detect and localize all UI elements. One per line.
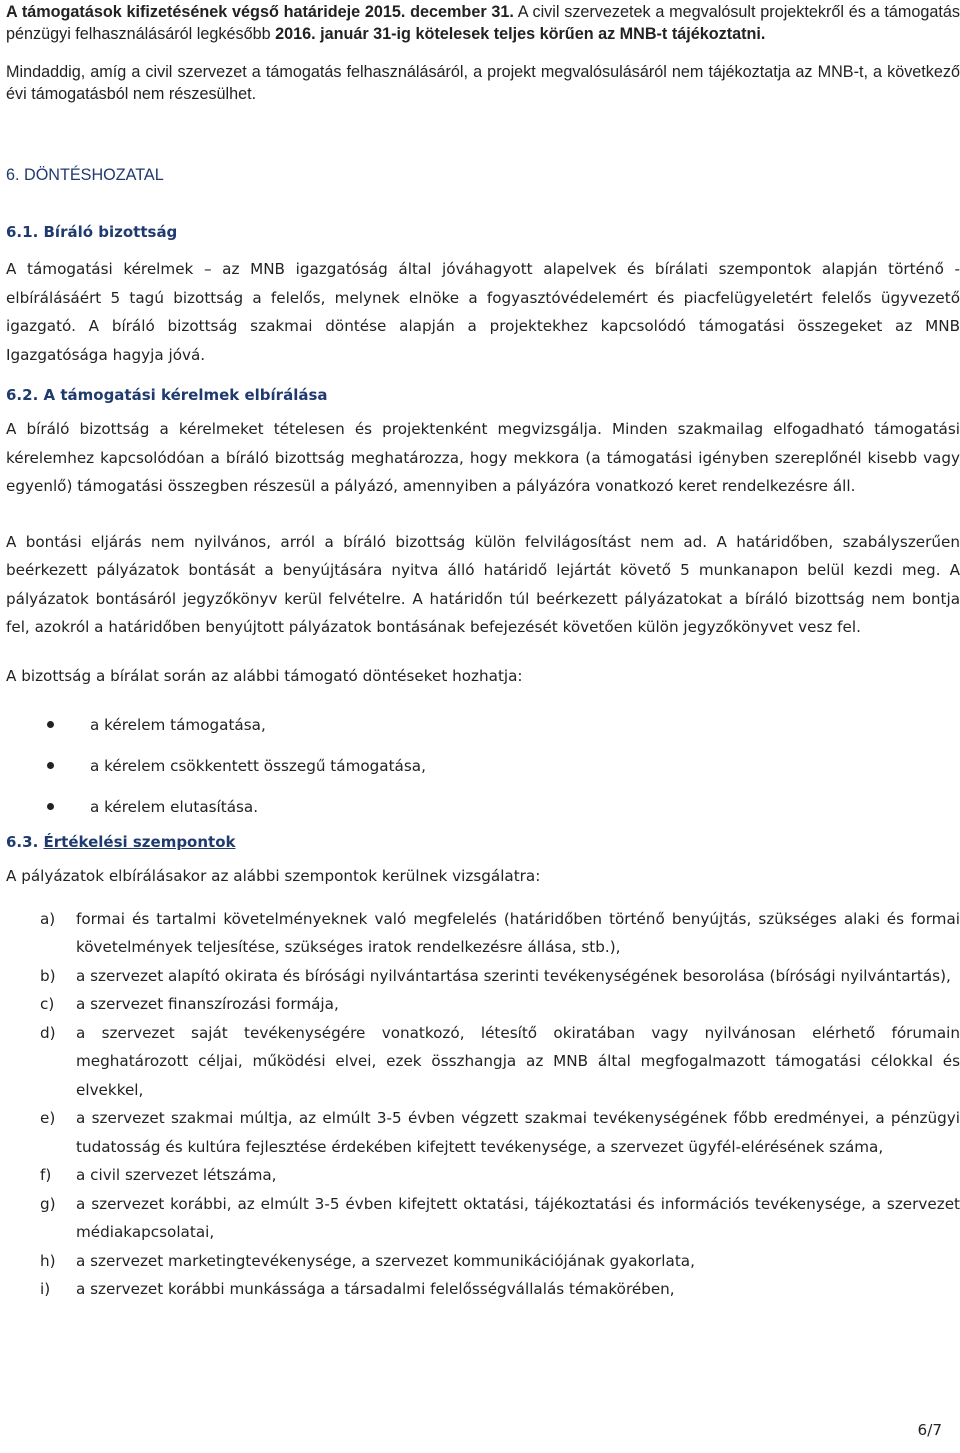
subsection-6-3-heading: Értékelési szempontok	[43, 833, 236, 851]
list-item	[6, 787, 960, 828]
list-marker: g)	[40, 1194, 56, 1213]
deadline-paragraph	[6, 0, 960, 45]
subsection-6-2-paragraph-2: A bontási eljárás nem nyilvános, arról a bíráló bizottság külön felvilágosítást nem ad. A határidőben, szabályszerűen beérkezett pályázatok bontását a benyújtására nyitva álló határidő lejártát követő 5 munkanapon belül kezdi meg. A pályázatok bontásáról jegyzőkönyv kerül felvételre. A határidőn túl beérkezett pályázatokat a bíráló bizottság nem bontja fel, azokról a határidőben benyújtott pályázatok bontásának befejezését követően külön jegyzőkönyvet vesz fel.	[6, 532, 960, 636]
list-marker: f)	[40, 1166, 52, 1184]
bullet-icon	[47, 803, 54, 810]
list-marker: i)	[40, 1280, 51, 1298]
report-deadline-bold-text: 2016. január 31-ig kötelesek teljes körűen az MNB-t tájékoztatni.	[275, 25, 766, 43]
list-item	[6, 1275, 960, 1304]
list-marker: c)	[40, 995, 55, 1013]
list-item	[6, 1161, 960, 1190]
list-item	[6, 962, 960, 991]
list-item-text: a szervezet korábbi munkássága a társadalmi felelősségvállalás témakörében,	[76, 1280, 675, 1298]
subsection-6-2-paragraph-3: A bizottság a bírálat során az alábbi támogató döntéseket hozhatja:	[6, 666, 523, 685]
list-item	[6, 905, 960, 962]
list-item	[6, 990, 960, 1019]
list-item	[6, 1104, 960, 1161]
subsection-6-2-number: 6.2.	[6, 386, 39, 404]
list-item-text: a szervezet szakmai múltja, az elmúlt 3-5 évben végzett szakmai tevékenységének főbb eredményei, a pénzügyi tudatosság és kultúra fejlesztése érdekében kifejtett tevékenysége, a szervezet ügyfél-elérésének száma,	[76, 1109, 960, 1156]
subsection-6-2-paragraph-1: A bíráló bizottság a kérelmeket tételesen és projektenként megvizsgálja. Minden szakmailag elfogadható támogatási kérelemhez kapcsolódóan a bíráló bizottság meghatározza, hogy mekkora (a támogatási igényben szereplőnél kisebb vagy egyenlő) támogatási összegben részesül a pályázó, amennyiben a pályázóra vonatkozó keret rendelkezésre áll.	[6, 420, 960, 495]
list-marker: h)	[40, 1251, 56, 1270]
list-item	[6, 705, 960, 746]
subsection-6-3-intro: A pályázatok elbírálásakor az alábbi szempontok kerülnek vizsgálatra:	[6, 867, 541, 885]
list-item-text: a szervezet finanszírozási formája,	[76, 995, 339, 1013]
list-item-text: a szervezet marketingtevékenysége, a szervezet kommunikációjának gyakorlata,	[76, 1251, 695, 1270]
deadline-bold-text: A támogatások kifizetésének végső határideje 2015. december 31.	[6, 3, 514, 21]
list-marker: d)	[40, 1023, 56, 1042]
subsection-6-2-title	[6, 384, 960, 406]
page-number: 6/7	[917, 1421, 942, 1439]
list-item-text: a kérelem csökkentett összegű támogatása,	[90, 757, 426, 775]
list-item	[6, 1247, 960, 1276]
bullet-icon	[47, 762, 54, 769]
list-item-text: a civil szervezet létszáma,	[76, 1166, 277, 1184]
list-item-text: a kérelem támogatása,	[90, 716, 266, 734]
evaluation-criteria-list	[6, 905, 960, 1304]
subsection-6-1-title: 6.1. Bíráló bizottság	[6, 223, 178, 241]
list-marker: e)	[40, 1109, 56, 1127]
subsection-6-3-number: 6.3.	[6, 833, 39, 851]
list-item-text: a szervezet korábbi, az elmúlt 3-5 évben kifejtett oktatási, tájékoztatási és információs tevékenysége, a szervezet médiakapcsolatai,	[76, 1194, 960, 1241]
list-item	[6, 1190, 960, 1247]
document-page	[6, 0, 960, 1304]
list-item	[6, 1019, 960, 1105]
list-item-text: a kérelem elutasítása.	[90, 798, 259, 816]
list-marker: a)	[40, 909, 56, 928]
list-item-text: a szervezet alapító okirata és bírósági nyilvántartása szerinti tevékenységének besorolása (bírósági nyilvántartás),	[76, 966, 951, 985]
list-item-text: a szervezet saját tevékenységére vonatkozó, létesítő okiratában vagy nyilvánosan elérhető fórumain meghatározott céljai, működési elvei, ezek összhangja az MNB által megfogalmazott támogatási célokkal és elvekkel,	[76, 1023, 960, 1099]
list-item	[6, 746, 960, 787]
bullet-icon	[47, 721, 54, 728]
subsection-6-3-title	[6, 831, 960, 853]
section-6-title: 6. DÖNTÉSHOZATAL	[6, 166, 164, 184]
subsection-6-2-heading: A támogatási kérelmek elbírálása	[43, 386, 328, 404]
deadline-normal-text: A civil szervezetek a megvalósult projektekről és a támogatás pénzügyi felhasználásáról legkésőbb	[6, 3, 960, 43]
decision-options-list	[6, 705, 960, 828]
reporting-condition-paragraph: Mindaddig, amíg a civil szervezet a támogatás felhasználásáról, a projekt megvalósulásáról nem tájékoztatja az MNB-t, a következő évi támogatásból nem részesülhet.	[6, 63, 960, 103]
list-marker: b)	[40, 966, 56, 985]
subsection-6-1-text: A támogatási kérelmek – az MNB igazgatóság által jóváhagyott alapelvek és bírálati szempontok alapján történő - elbírálásáért 5 tagú bizottság a felelős, melynek elnöke a fogyasztóvédelemért és piacfelügyeletért felelős ügyvezető igazgató. A bíráló bizottság szakmai döntése alapján a projektekhez kapcsolódó támogatási összegeket az MNB Igazgatósága hagyja jóvá.	[6, 260, 960, 364]
list-item-text: formai és tartalmi követelményeknek való megfelelés (határidőben történő benyújtás, szükséges alaki és formai követelmények teljesítése, szükséges iratok rendelkezésre állása, stb.),	[76, 909, 960, 956]
